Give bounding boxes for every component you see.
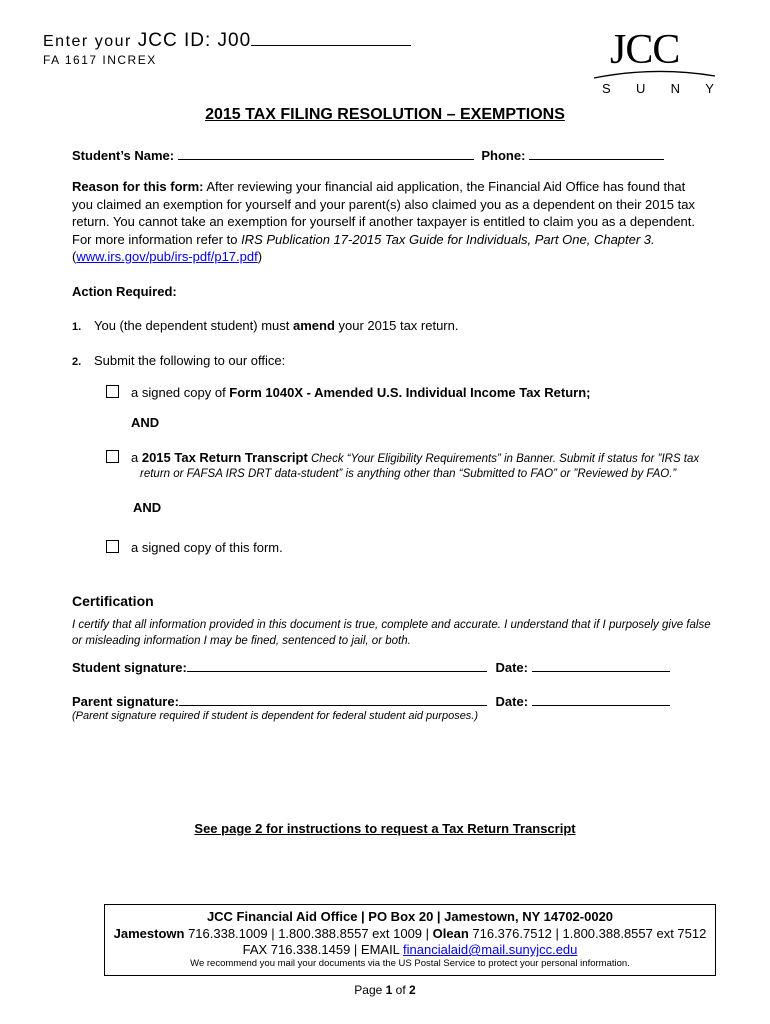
office-address: JCC Financial Aid Office | PO Box 20 | Jamestown, NY 14702-0020 xyxy=(206,909,614,924)
item-2-transcript-name: 2015 Tax Return Transcript xyxy=(141,450,308,465)
olean-label: Olean xyxy=(432,926,469,941)
logo-suny-letters xyxy=(602,81,714,96)
jcc-id-label: JCC ID: J00 xyxy=(137,30,252,51)
reason-paren-open: ( xyxy=(72,249,77,264)
item-3-text: a signed copy of this form. xyxy=(131,540,283,555)
logo-letter: N xyxy=(670,81,681,96)
page-total: 2 xyxy=(409,983,416,997)
checkbox-1040x[interactable] xyxy=(106,385,119,398)
irs-pub-link[interactable]: www.irs.gov/pub/irs-pdf/p17.pdf xyxy=(76,249,258,264)
student-signature-label: Student signature: xyxy=(72,660,187,675)
reason-paragraph xyxy=(72,178,702,266)
olean-phones: 716.376.7512 | 1.800.388.8557 ext 7512 xyxy=(468,926,707,941)
step-2-text: Submit the following to our office: xyxy=(94,353,286,368)
and-separator: AND xyxy=(133,500,162,515)
checklist-item-signed-form xyxy=(106,540,283,555)
mail-recommendation: We recommend you mail your documents via the US Postal Service to protect your personal information. xyxy=(190,958,630,969)
reason-paren-close: ) xyxy=(257,249,263,264)
logo-swoosh-icon xyxy=(592,68,717,80)
certification-heading: Certification xyxy=(72,593,154,609)
student-date-line[interactable] xyxy=(532,658,670,672)
phone-line[interactable] xyxy=(529,146,664,160)
irs-publication-ref: IRS Publication 17-2015 Tax Guide for Individuals, Part One, Chapter 3. xyxy=(241,231,655,247)
jcc-id-input-line[interactable] xyxy=(251,31,411,46)
student-name-label: Student’s Name: xyxy=(72,148,175,163)
item-2-instructions: Check “Your Eligibility Requirements” in Banner. Submit if status for ”IRS tax xyxy=(307,453,700,465)
jcc-suny-logo xyxy=(592,26,717,100)
fax-email-text: FAX 716.338.1459 | EMAIL xyxy=(242,942,404,957)
item-1-text: a signed copy of xyxy=(131,385,230,400)
step-2 xyxy=(72,353,285,368)
jamestown-phones: 716.338.1009 | 1.800.388.8557 ext 1009 | xyxy=(184,926,433,941)
student-signature-row xyxy=(72,658,670,675)
step-1-emphasis: amend xyxy=(293,318,335,333)
student-date-label: Date: xyxy=(495,660,528,675)
checkbox-transcript[interactable] xyxy=(106,450,119,463)
item-2-text: a xyxy=(131,450,142,465)
page-word: Page xyxy=(354,983,386,997)
page-current: 1 xyxy=(385,983,393,997)
item-2-instructions-cont: return or FAFSA IRS DRT data-student” is anything other than “Submitted to FAO” or ”Reviewed by FAO.” xyxy=(140,468,677,480)
parent-signature-label: Parent signature: xyxy=(72,694,179,709)
student-name-row xyxy=(72,146,664,163)
parent-signature-note: (Parent signature required if student is dependent for federal student aid purposes.) xyxy=(72,710,479,722)
parent-signature-line[interactable] xyxy=(179,692,487,706)
student-signature-line[interactable] xyxy=(187,658,487,672)
parent-signature-row xyxy=(72,692,670,709)
page-title: 2015 TAX FILING RESOLUTION – EXEMPTIONS xyxy=(205,106,565,123)
reason-text: After reviewing your financial aid application, the Financial Aid Office has found that you claimed an exemption for yourself and your parent(s) also claimed you as a dependent on their 2015 tax return. You cannot take an exemption for yourself if another taxpayer is entitled to claim you as a dependent. For more information refer to xyxy=(72,179,695,247)
phone-label: Phone: xyxy=(481,148,526,163)
step-number: 1. xyxy=(72,321,82,333)
logo-letter: U xyxy=(635,81,646,96)
logo-letter: S xyxy=(602,81,611,96)
jcc-id-field xyxy=(43,30,411,52)
see-page-2-note: See page 2 for instructions to request a Tax Return Transcript xyxy=(194,821,576,836)
of-word: of xyxy=(392,983,410,997)
step-1 xyxy=(72,318,458,333)
checklist-item-transcript xyxy=(106,450,699,465)
item-1-form-name: Form 1040X - Amended U.S. Individual Income Tax Return; xyxy=(229,385,591,400)
step-number: 2. xyxy=(72,356,82,368)
logo-jcc-text: JCC xyxy=(610,27,680,73)
student-name-line[interactable] xyxy=(178,146,474,160)
logo-letter: Y xyxy=(705,81,714,96)
form-code: FA 1617 INCREX xyxy=(43,53,157,67)
step-1-text-end: your 2015 tax return. xyxy=(334,318,459,333)
jamestown-label: Jamestown xyxy=(113,926,185,941)
parent-date-label: Date: xyxy=(495,694,529,709)
fax-email-line xyxy=(105,942,715,957)
email-link[interactable]: financialaid@mail.sunyjcc.edu xyxy=(403,942,578,957)
contact-box xyxy=(104,904,716,976)
checklist-item-1040x xyxy=(106,385,590,400)
and-separator: AND xyxy=(131,415,160,430)
reason-label: Reason for this form: xyxy=(72,179,204,194)
page-number xyxy=(0,983,770,997)
jcc-id-prefix: Enter your xyxy=(43,33,138,50)
action-required-heading: Action Required: xyxy=(72,284,177,299)
phone-numbers xyxy=(105,926,715,941)
checkbox-signed-form[interactable] xyxy=(106,540,119,553)
step-1-text: You (the dependent student) must xyxy=(94,318,293,333)
certification-text: I certify that all information provided in this document is true, complete and accurate. I understand that if I purposely give false or misleading information I may be fined, sentenced to jail, or both. xyxy=(72,619,711,647)
parent-date-line[interactable] xyxy=(532,692,670,706)
